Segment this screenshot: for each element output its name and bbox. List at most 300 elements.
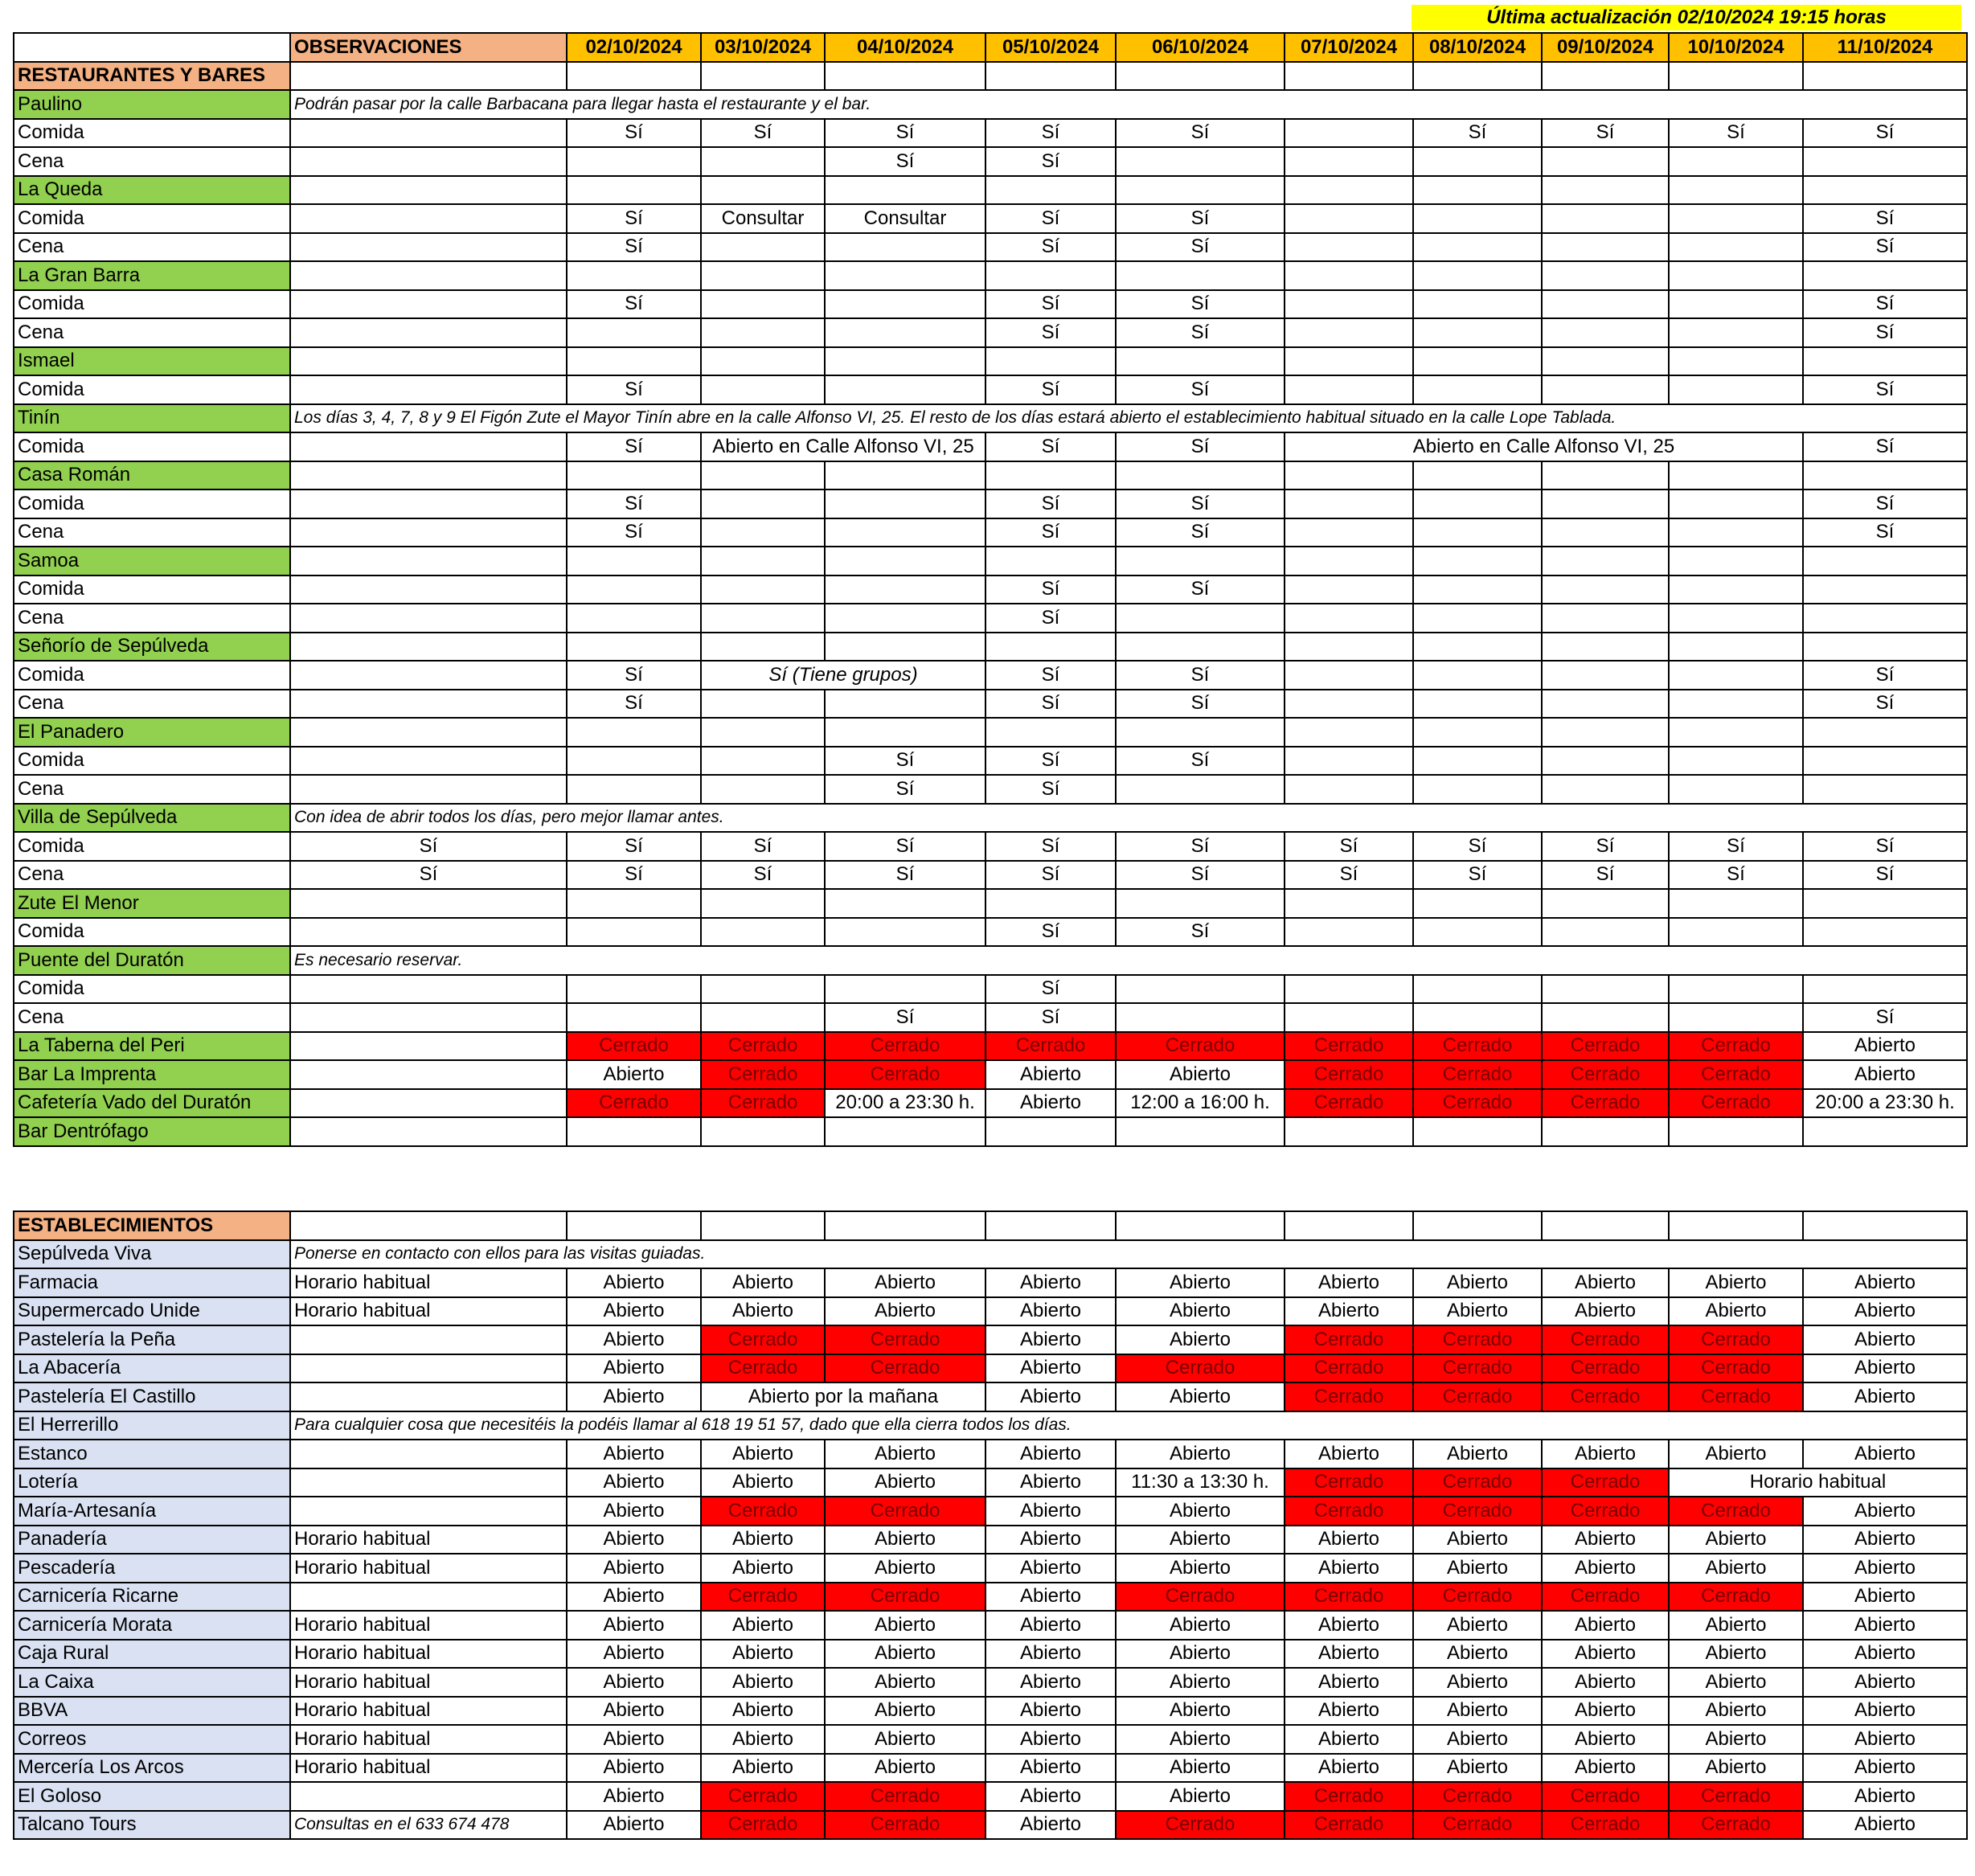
table-row (14, 1697, 1967, 1726)
status-cell: Cerrado (825, 1782, 985, 1811)
status-cell: Cerrado (1669, 1782, 1803, 1811)
status-cell: Abierto (1803, 1060, 1967, 1089)
empty-cell (567, 547, 701, 575)
status-cell (825, 575, 985, 604)
status-cell (701, 575, 825, 604)
status-cell: Cerrado (825, 1325, 985, 1354)
table-row (14, 661, 1967, 690)
status-cell: Abierto (1413, 1554, 1542, 1583)
status-cell: Abierto (825, 1668, 985, 1697)
status-cell: Abierto (1803, 1297, 1967, 1326)
status-cell (1669, 147, 1803, 176)
status-cell: Abierto (567, 1526, 701, 1554)
status-cell: Sí (1803, 832, 1967, 861)
status-cell (1413, 747, 1542, 776)
status-cell: Abierto (1803, 1583, 1967, 1612)
status-cell: Abierto (985, 1526, 1116, 1554)
empty-cell (1542, 889, 1669, 918)
status-cell: Cerrado (567, 1032, 701, 1061)
status-cell (701, 147, 825, 176)
table-row (14, 1440, 1967, 1468)
date-header: 04/10/2024 (825, 33, 985, 62)
status-cell: Abierto (1542, 1640, 1669, 1669)
venue-name: El Panadero (14, 718, 290, 747)
status-cell: Abierto (1413, 1725, 1542, 1754)
status-cell (1669, 918, 1803, 947)
table-row (14, 718, 1967, 747)
status-cell: Sí (985, 832, 1116, 861)
empty-cell (825, 718, 985, 747)
status-cell: Sí (1116, 119, 1285, 148)
empty-cell (1116, 889, 1285, 918)
empty-cell (701, 889, 825, 918)
status-cell: Abierto (985, 1060, 1116, 1089)
status-cell (1413, 318, 1542, 347)
status-cell: Abierto (1116, 1440, 1285, 1468)
observation-note: Los días 3, 4, 7, 8 y 9 El Figón Zute el Mayor Tinín abre en la calle Alfonso VI, 25. El resto de los días estará abierto el establecimiento habitual situado en la calle Lope Tablada. (290, 404, 1967, 433)
status-cell: Sí (985, 775, 1116, 804)
status-cell (1542, 747, 1669, 776)
meal-label: Cena (14, 147, 290, 176)
empty-cell (1669, 1211, 1803, 1240)
status-cell: Abierto (1116, 1782, 1285, 1811)
status-cell: Abierto (1413, 1640, 1542, 1669)
table-row (14, 889, 1967, 918)
status-cell (1542, 1117, 1669, 1146)
empty-cell (701, 633, 825, 662)
observation-cell: Sí (290, 861, 567, 890)
status-cell: Abierto (1285, 1640, 1413, 1669)
status-cell (701, 518, 825, 547)
status-cell (1669, 604, 1803, 633)
status-cell: Cerrado (1413, 1089, 1542, 1118)
venue-name: Bar Dentrófago (14, 1117, 290, 1146)
status-cell (1285, 375, 1413, 404)
status-cell: Consultar (701, 204, 825, 233)
status-cell (825, 489, 985, 518)
status-cell (825, 375, 985, 404)
date-header: 06/10/2024 (1116, 33, 1285, 62)
status-cell: Sí (1116, 290, 1285, 319)
table-row (14, 347, 1967, 376)
status-cell: Abierto (701, 1554, 825, 1583)
observation-note: Ponerse en contacto con ellos para las visitas guiadas. (290, 1240, 1967, 1269)
status-cell: Abierto (1542, 1754, 1669, 1783)
empty-cell (290, 176, 567, 205)
status-cell: Cerrado (825, 1060, 985, 1089)
status-cell: Sí (1116, 832, 1285, 861)
empty-cell (1116, 347, 1285, 376)
status-cell (701, 975, 825, 1004)
status-cell (1803, 147, 1967, 176)
meal-label: Comida (14, 119, 290, 148)
empty-cell (825, 547, 985, 575)
empty-cell (1542, 1211, 1669, 1240)
status-cell: Abierto (825, 1526, 985, 1554)
empty-cell (985, 176, 1116, 205)
status-cell: Abierto (701, 1668, 825, 1697)
status-cell (825, 604, 985, 633)
status-cell: Abierto (985, 1583, 1116, 1612)
status-cell: Abierto (1285, 1611, 1413, 1640)
establishment-name: Sepúlveda Viva (14, 1240, 290, 1269)
table-row (14, 432, 1967, 461)
status-cell (701, 690, 825, 719)
status-cell: Cerrado (1542, 1089, 1669, 1118)
status-cell: Abierto (825, 1297, 985, 1326)
status-span-cell: Sí (Tiene grupos) (701, 661, 985, 690)
status-cell (1413, 290, 1542, 319)
observation-cell: Horario habitual (290, 1611, 567, 1640)
status-cell: Abierto (567, 1325, 701, 1354)
table-row (14, 1003, 1967, 1032)
status-cell: Cerrado (1542, 1325, 1669, 1354)
observation-cell (290, 432, 567, 461)
empty-cell (701, 718, 825, 747)
status-cell: Abierto (1116, 1697, 1285, 1726)
empty-cell (701, 547, 825, 575)
meal-label: Comida (14, 661, 290, 690)
status-cell: Abierto (825, 1468, 985, 1497)
establishment-name: Talcano Tours (14, 1811, 290, 1840)
status-cell (1285, 604, 1413, 633)
empty-cell (1413, 661, 1542, 690)
status-cell: Abierto (1803, 1032, 1967, 1061)
last-update-banner: Última actualización 02/10/2024 19:15 horas (1412, 5, 1961, 31)
table-row (14, 1468, 1967, 1497)
observation-note: Podrán pasar por la calle Barbacana para llegar hasta el restaurante y el bar. (290, 90, 1967, 119)
status-cell: Sí (825, 832, 985, 861)
table-row (14, 690, 1967, 719)
status-cell: Abierto (985, 1754, 1116, 1783)
venue-name: Cafetería Vado del Duratón (14, 1089, 290, 1118)
status-cell: Cerrado (1542, 1497, 1669, 1526)
status-cell: Sí (1803, 690, 1967, 719)
date-header: 07/10/2024 (1285, 33, 1413, 62)
status-cell: Cerrado (1413, 1497, 1542, 1526)
status-cell (701, 747, 825, 776)
status-cell: Abierto (1413, 1697, 1542, 1726)
observation-cell (290, 1117, 567, 1146)
status-cell: Sí (567, 489, 701, 518)
table-row (14, 1297, 1967, 1326)
observation-cell (290, 1583, 567, 1612)
status-cell: Sí (985, 690, 1116, 719)
status-cell: Sí (1803, 375, 1967, 404)
date-header: 05/10/2024 (985, 33, 1116, 62)
observation-cell (290, 918, 567, 947)
status-cell: Abierto (1669, 1440, 1803, 1468)
status-cell (701, 233, 825, 262)
status-cell: Abierto (985, 1440, 1116, 1468)
status-cell (825, 690, 985, 719)
observation-cell: Horario habitual (290, 1668, 567, 1697)
status-cell: Cerrado (1542, 1811, 1669, 1840)
status-cell: Cerrado (1413, 1325, 1542, 1354)
status-cell (1116, 1117, 1285, 1146)
empty-cell (1285, 547, 1413, 575)
status-cell (825, 290, 985, 319)
status-cell: Sí (567, 861, 701, 890)
status-cell: Abierto (1542, 1297, 1669, 1326)
status-cell (1669, 318, 1803, 347)
empty-cell (825, 1211, 985, 1240)
status-cell: Cerrado (701, 1811, 825, 1840)
status-cell: Abierto (825, 1440, 985, 1468)
status-cell (1803, 975, 1967, 1004)
status-cell: Abierto (1803, 1611, 1967, 1640)
status-cell (567, 975, 701, 1004)
status-cell: Sí (985, 604, 1116, 633)
status-cell: Abierto (1285, 1725, 1413, 1754)
table-row (14, 1611, 1967, 1640)
empty-cell (825, 461, 985, 490)
status-cell: Abierto (1413, 1668, 1542, 1697)
status-cell (1413, 147, 1542, 176)
status-cell: Abierto (1542, 1697, 1669, 1726)
status-cell: Sí (985, 318, 1116, 347)
status-cell: Sí (1803, 518, 1967, 547)
observation-cell: Horario habitual (290, 1526, 567, 1554)
status-cell: Abierto (567, 1382, 701, 1411)
status-cell: Abierto (1669, 1526, 1803, 1554)
status-cell: Abierto (1803, 1382, 1967, 1411)
status-cell (1669, 518, 1803, 547)
observation-note: Para cualquier cosa que necesitéis la podéis llamar al 618 19 51 57, dado que ella cierra todos los días. (290, 1411, 1967, 1440)
venue-name: Zute El Menor (14, 889, 290, 918)
status-cell: Sí (1803, 1003, 1967, 1032)
status-cell: Sí (1116, 690, 1285, 719)
status-cell: Abierto (567, 1782, 701, 1811)
status-cell (1803, 604, 1967, 633)
status-cell: Abierto (1542, 1611, 1669, 1640)
empty-cell (1285, 718, 1413, 747)
status-cell: Abierto (1542, 1668, 1669, 1697)
status-cell: Cerrado (1669, 1032, 1803, 1061)
status-cell (701, 775, 825, 804)
status-cell: Abierto (825, 1640, 985, 1669)
empty-cell (1413, 347, 1542, 376)
empty-cell (567, 889, 701, 918)
status-cell: Cerrado (1413, 1032, 1542, 1061)
status-cell (1285, 918, 1413, 947)
status-cell: Sí (1542, 119, 1669, 148)
status-cell: Cerrado (1285, 1325, 1413, 1354)
status-cell: Cerrado (1413, 1468, 1542, 1497)
empty-cell (701, 62, 825, 91)
empty-cell (1285, 176, 1413, 205)
status-cell: Cerrado (701, 1354, 825, 1383)
status-cell (1542, 918, 1669, 947)
status-cell (1285, 489, 1413, 518)
meal-label: Comida (14, 747, 290, 776)
status-cell: Abierto (701, 1697, 825, 1726)
status-cell (567, 604, 701, 633)
empty-cell (1413, 461, 1542, 490)
status-cell (1413, 604, 1542, 633)
status-cell: Abierto (1669, 1268, 1803, 1297)
empty-cell (1803, 461, 1967, 490)
empty-cell (985, 633, 1116, 662)
status-cell: 12:00 a 16:00 h. (1116, 1089, 1285, 1118)
table-row (14, 1354, 1967, 1383)
status-cell (567, 318, 701, 347)
status-cell: Abierto (1116, 1497, 1285, 1526)
status-cell: Sí (985, 575, 1116, 604)
table-row (14, 1497, 1967, 1526)
status-cell: Abierto (1803, 1325, 1967, 1354)
observation-cell (290, 119, 567, 148)
status-cell: Sí (985, 375, 1116, 404)
status-cell: Abierto (701, 1754, 825, 1783)
empty-cell (1413, 889, 1542, 918)
status-cell: Sí (701, 832, 825, 861)
status-cell: Sí (1116, 918, 1285, 947)
observation-cell (290, 233, 567, 262)
status-cell: Sí (1803, 432, 1967, 461)
empty-cell (1669, 176, 1803, 205)
status-cell: Abierto (1803, 1725, 1967, 1754)
status-cell (1116, 1003, 1285, 1032)
section-title: ESTABLECIMIENTOS (14, 1211, 290, 1240)
observation-cell (290, 1089, 567, 1118)
status-cell: Cerrado (825, 1032, 985, 1061)
status-cell: Abierto (567, 1611, 701, 1640)
table-row (14, 1089, 1967, 1118)
table-row (14, 861, 1967, 890)
status-cell: Cerrado (701, 1782, 825, 1811)
observation-cell (290, 975, 567, 1004)
observation-cell: Horario habitual (290, 1640, 567, 1669)
establishment-name: María-Artesanía (14, 1497, 290, 1526)
status-cell: Cerrado (1413, 1782, 1542, 1811)
meal-label: Comida (14, 832, 290, 861)
empty-cell (1116, 62, 1285, 91)
establishment-name: Lotería (14, 1468, 290, 1497)
status-cell: Cerrado (1669, 1089, 1803, 1118)
status-cell: Cerrado (1285, 1583, 1413, 1612)
status-cell (1285, 1003, 1413, 1032)
status-cell (701, 604, 825, 633)
status-cell: Abierto (1669, 1754, 1803, 1783)
observations-header: OBSERVACIONES (290, 33, 567, 62)
status-cell (1285, 690, 1413, 719)
table-row (14, 547, 1967, 575)
status-cell: Abierto (567, 1754, 701, 1783)
empty-cell (567, 1211, 701, 1240)
status-cell: Abierto (567, 1583, 701, 1612)
meal-label: Comida (14, 204, 290, 233)
table-row (14, 633, 1967, 662)
status-cell: Abierto (1542, 1268, 1669, 1297)
table-row (14, 1325, 1967, 1354)
status-cell: Abierto (985, 1354, 1116, 1383)
status-cell (1116, 975, 1285, 1004)
status-cell (825, 233, 985, 262)
status-cell: Abierto (985, 1725, 1116, 1754)
status-cell: Sí (985, 661, 1116, 690)
status-cell: Abierto (825, 1611, 985, 1640)
empty-cell (1669, 718, 1803, 747)
establishment-name: Pastelería El Castillo (14, 1382, 290, 1411)
table-row (14, 1554, 1967, 1583)
empty-cell (1116, 461, 1285, 490)
status-cell: Sí (985, 204, 1116, 233)
status-cell: Abierto (985, 1497, 1116, 1526)
observation-cell: Horario habitual (290, 1697, 567, 1726)
status-cell (1285, 204, 1413, 233)
status-cell (1803, 747, 1967, 776)
status-cell: Abierto (701, 1526, 825, 1554)
observation-cell: Horario habitual (290, 1725, 567, 1754)
empty-cell (290, 261, 567, 290)
status-cell: Abierto (825, 1554, 985, 1583)
status-cell: Cerrado (701, 1325, 825, 1354)
status-cell: Abierto (985, 1640, 1116, 1669)
status-span-cell: Abierto en Calle Alfonso VI, 25 (1285, 432, 1803, 461)
status-cell: Sí (1803, 290, 1967, 319)
empty-cell (985, 718, 1116, 747)
empty-cell (985, 1211, 1116, 1240)
status-cell: Sí (1803, 318, 1967, 347)
status-cell: Abierto (567, 1440, 701, 1468)
status-cell: Cerrado (1542, 1032, 1669, 1061)
status-cell: Cerrado (1542, 1382, 1669, 1411)
observation-cell (290, 1060, 567, 1089)
empty-cell (1669, 889, 1803, 918)
status-cell: Cerrado (1669, 1354, 1803, 1383)
status-cell (1413, 775, 1542, 804)
status-cell: Abierto (1285, 1297, 1413, 1326)
venue-name: Ismael (14, 347, 290, 376)
status-cell: Cerrado (1542, 1354, 1669, 1383)
table-row (14, 489, 1967, 518)
observation-cell (290, 204, 567, 233)
status-cell: Sí (1116, 204, 1285, 233)
table-row (14, 318, 1967, 347)
empty-cell (290, 547, 567, 575)
empty-cell (1803, 718, 1967, 747)
status-cell: Sí (985, 975, 1116, 1004)
meal-label: Comida (14, 918, 290, 947)
status-cell: Abierto (1285, 1754, 1413, 1783)
status-cell: Abierto (1285, 1268, 1413, 1297)
empty-cell (985, 547, 1116, 575)
establishment-name: Farmacia (14, 1268, 290, 1297)
status-cell (1542, 690, 1669, 719)
status-cell: Abierto (701, 1725, 825, 1754)
status-cell: Cerrado (1285, 1032, 1413, 1061)
table-row (14, 119, 1967, 148)
status-cell (985, 1117, 1116, 1146)
observation-cell (290, 1325, 567, 1354)
status-cell: Sí (1669, 832, 1803, 861)
table-row (14, 1668, 1967, 1697)
empty-cell (1803, 62, 1967, 91)
status-cell: Abierto (1542, 1554, 1669, 1583)
status-cell: Sí (1669, 119, 1803, 148)
status-cell (1542, 233, 1669, 262)
table-row (14, 90, 1967, 119)
establishment-name: El Herrerillo (14, 1411, 290, 1440)
status-cell (1285, 233, 1413, 262)
status-cell: Sí (985, 290, 1116, 319)
status-cell: Sí (985, 918, 1116, 947)
empty-cell (567, 176, 701, 205)
status-cell (1542, 318, 1669, 347)
observation-cell: Horario habitual (290, 1268, 567, 1297)
status-cell: Sí (825, 119, 985, 148)
